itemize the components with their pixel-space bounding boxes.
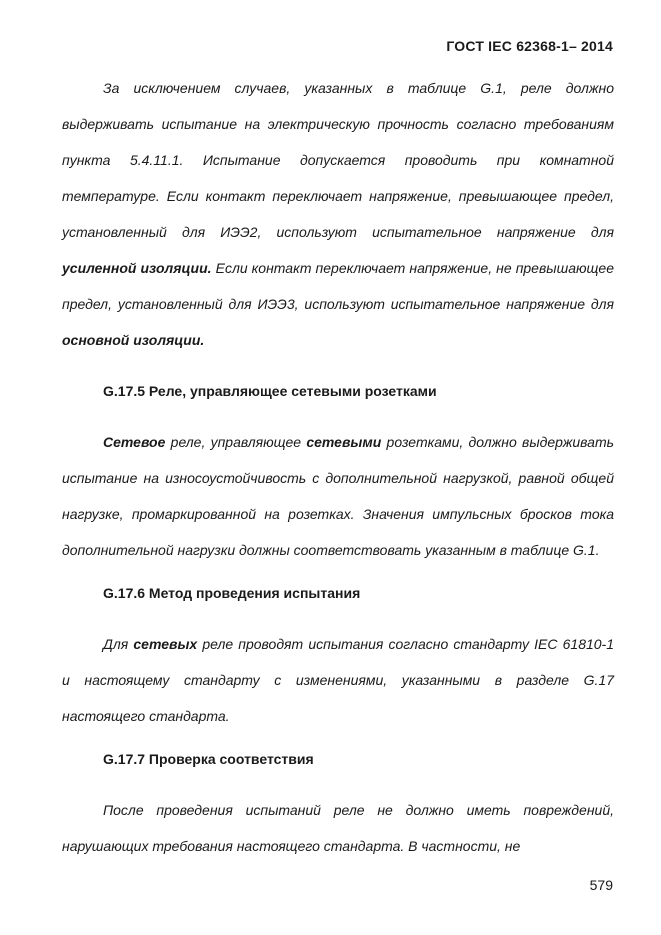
paragraph-text: розетками, должно выдерживать испытание на износоустойчивость с дополнительной нагрузкой, равной общей нагрузке, промаркированной на розетках. Значения импульсных бросков тока дополнительной нагрузки должны соответствовать указанным в таблице G.1. xyxy=(62,434,614,558)
paragraph-text: После проведения испытаний реле не должно иметь повреждений, нарушающих требования настоящего стандарта. В частности, не xyxy=(62,802,614,854)
term-mains: Сетевое xyxy=(103,434,166,450)
paragraph-text: реле, управляющее xyxy=(165,434,307,450)
paragraph-compliance-check xyxy=(62,792,614,864)
paragraph-text: За исключением случаев, указанных в таблице G.1, реле должно выдерживать испытание на электрическую прочность согласно требованиям пункта 5.4.11.1. Испытание допускается проводить при комнатной температуре. Если контакт переключает напряжение, превышающее предел, установленный для ИЭЭ2, используют испытательное напряжение для xyxy=(62,80,614,240)
paragraph-dielectric-strength xyxy=(62,70,614,358)
page-number: 579 xyxy=(589,877,613,893)
term-mains-relays: сетевых xyxy=(133,636,198,652)
paragraph-mains-socket-relay xyxy=(62,424,614,568)
paragraph-text: Если контакт переключает напряжение, не превышающее предел, установленный для ИЭЭ3, используют испытательное напряжение для xyxy=(62,260,614,312)
term-reinforced-insulation: усиленной изоляции. xyxy=(62,260,212,276)
paragraph-test-method xyxy=(62,626,614,734)
section-heading-g-17-6: G.17.6 Метод проведения испытания xyxy=(103,585,361,601)
section-heading-g-17-7: G.17.7 Проверка соответствия xyxy=(103,751,314,767)
section-heading-g-17-5: G.17.5 Реле, управляющее сетевыми розетками xyxy=(103,383,437,399)
page-body xyxy=(62,70,614,864)
term-mains-sockets: сетевыми xyxy=(306,434,382,450)
paragraph-text: Для xyxy=(103,636,134,652)
paragraph-text: реле проводят испытания согласно стандарту IEC 61810-1 и настоящему стандарту с изменениями, указанными в разделе G.17 настоящего стандарта. xyxy=(62,636,615,724)
document-header: ГОСТ IEC 62368-1– 2014 xyxy=(446,38,613,54)
term-basic-insulation: основной изоляции. xyxy=(62,332,205,348)
